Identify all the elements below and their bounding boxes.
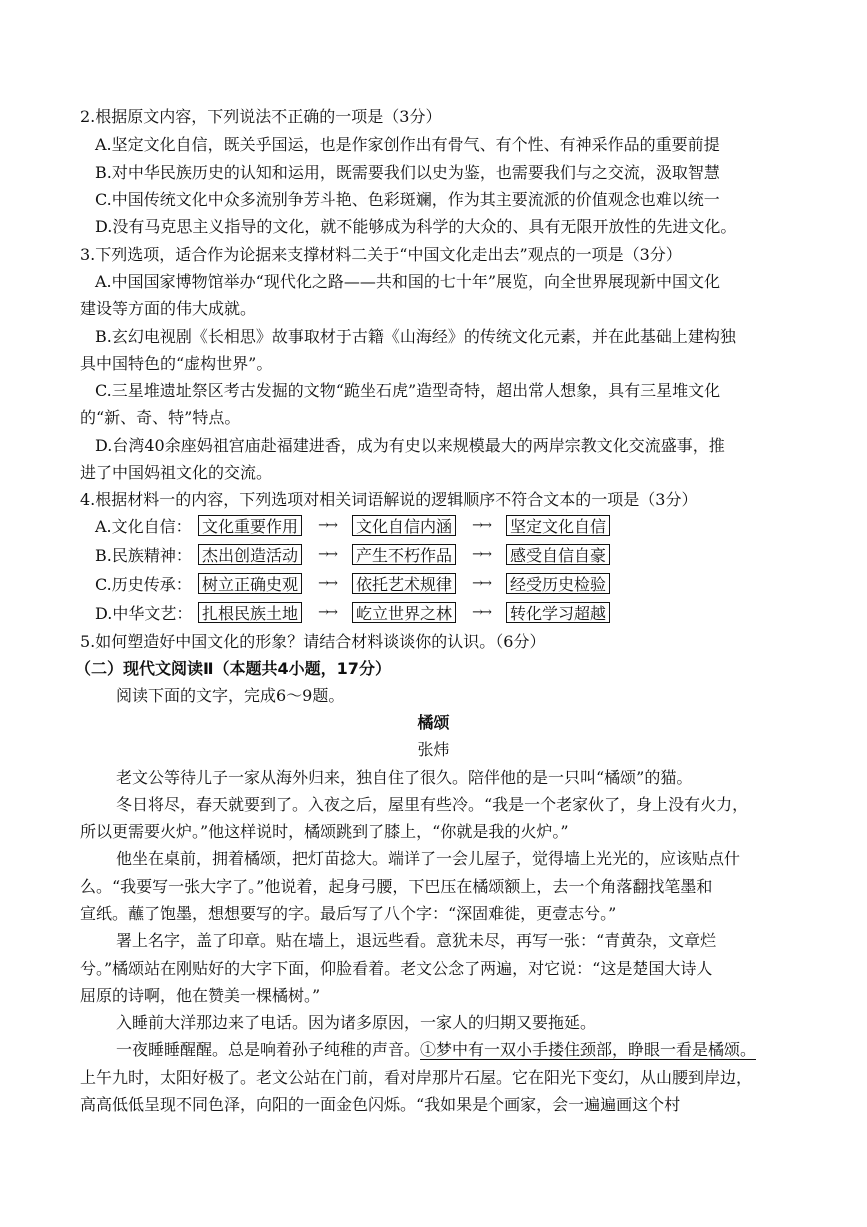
- article-paragraph-line: 入睡前大洋那边来了电话。因为诸多原因，一家人的归期又要拖延。: [116, 1013, 597, 1032]
- q4-box-2: 屹立世界之林: [352, 602, 456, 623]
- q4-option-d: [95, 600, 610, 624]
- q4-box-1: 扎根民族土地: [198, 602, 302, 623]
- arrow-icon: →→: [472, 575, 490, 591]
- article-title: 橘颂: [417, 713, 450, 732]
- q2-option-c: C.中国传统文化中众多流别争芳斗艳、色彩斑斓，作为其主要流派的价值观念也难以统一: [95, 190, 720, 209]
- q4-option-b: [95, 542, 610, 566]
- article-text: 一夜睡睡醒醒。总是响着孙子纯稚的声音。: [116, 1040, 421, 1059]
- q4-option-label: A.文化自信：: [95, 516, 192, 536]
- q3-option-b-line1: B.玄幻电视剧《长相思》故事取材于古籍《山海经》的传统文化元素，并在此基础上建构独: [95, 327, 736, 346]
- q4-box-3: 感受自信自豪: [506, 544, 610, 565]
- q4-box-1: 文化重要作用: [198, 515, 302, 536]
- q4-box-3: 坚定文化自信: [506, 515, 610, 536]
- arrow-icon: →→: [472, 546, 490, 562]
- q3-option-a-line2: 建设等方面的伟大成就。: [80, 299, 257, 318]
- article-paragraph-line: 老文公等待儿子一家从海外归来，独自住了很久。陪伴他的是一只叫“橘颂”的猫。: [116, 768, 693, 787]
- article-paragraph-line: 宣纸。蘸了饱墨，想想要写的字。最后写了八个字：“深固难徙，更壹志兮。”: [80, 904, 617, 923]
- q4-box-3: 转化学习超越: [506, 602, 610, 623]
- q4-box-2: 文化自信内涵: [352, 515, 456, 536]
- q2-stem: 2.根据原文内容，下列说法不正确的一项是（3分）: [80, 107, 442, 126]
- section-instruction: 阅读下面的文字，完成6～9题。: [116, 686, 345, 705]
- q5-stem: 5.如何塑造好中国文化的形象？请结合材料谈谈你的认识。（6分）: [80, 632, 546, 651]
- q4-stem: 4.根据材料一的内容，下列选项对相关词语解说的逻辑顺序不符合文本的一项是（3分）: [80, 490, 698, 509]
- q4-option-c: [95, 571, 610, 595]
- arrow-icon: →→: [318, 604, 336, 620]
- arrow-icon: →→: [318, 546, 336, 562]
- article-paragraph-line: [116, 1040, 756, 1060]
- article-paragraph-line: 冬日将尽，春天就要到了。入夜之后，屋里有些冷。“我是一个老家伙了，身上没有火力，: [116, 795, 749, 814]
- article-paragraph-line: 所以更需要火炉。”他这样说时，橘颂跳到了膝上，“你就是我的火炉。”: [80, 822, 569, 841]
- q4-box-3: 经受历史检验: [506, 573, 610, 594]
- section-heading: （二）现代文阅读Ⅱ（本题共4小题，17分）: [75, 659, 391, 678]
- q3-option-d-line1: D.台湾40余座妈祖宫庙赴福建进香，成为有史以来规模最大的两岸宗教文化交流盛事，推: [95, 436, 725, 455]
- arrow-icon: →→: [318, 575, 336, 591]
- arrow-icon: →→: [318, 517, 336, 533]
- article-paragraph-line: 上午九时，太阳好极了。老文公站在门前，看对岸那片石屋。它在阳光下变幻，从山腰到岸边，: [80, 1068, 753, 1087]
- article-paragraph-line: 屈原的诗啊，他在赞美一棵橘树。”: [80, 986, 321, 1005]
- q4-box-1: 杰出创造活动: [198, 544, 302, 565]
- q4-option-a: [95, 513, 610, 537]
- q4-option-label: D.中华文艺：: [95, 603, 193, 623]
- article-paragraph-line: 么。“我要写一张大字了。”他说着，起身弓腰，下巴压在橘颂额上，去一个角落翻找笔墨和: [80, 877, 713, 896]
- arrow-icon: →→: [472, 517, 490, 533]
- q2-option-a: A.坚定文化自信，既关乎国运，也是作家创作出有骨气、有个性、有神采作品的重要前提: [95, 135, 720, 154]
- q3-option-d-line2: 进了中国妈祖文化的交流。: [80, 463, 273, 482]
- q4-box-2: 依托艺术规律: [352, 573, 456, 594]
- q4-option-label: C.历史传承：: [95, 574, 192, 594]
- article-author: 张炜: [417, 740, 450, 759]
- arrow-icon: →→: [472, 604, 490, 620]
- q4-option-label: B.民族精神：: [95, 545, 192, 565]
- article-paragraph-line: 高高低低呈现不同色泽，向阳的一面金色闪烁。“我如果是个画家，会一遍遍画这个村: [80, 1095, 681, 1114]
- q3-option-a-line1: A.中国国家博物馆举办“现代化之路——共和国的七十年”展览，向全世界展现新中国文化: [95, 272, 721, 291]
- q4-box-2: 产生不朽作品: [352, 544, 456, 565]
- q3-option-c-line1: C.三星堆遗址祭区考古发掘的文物“跪坐石虎”造型奇特，超出常人想象，具有三星堆文化: [95, 381, 721, 400]
- q4-box-1: 树立正确史观: [198, 573, 302, 594]
- q2-option-d: D.没有马克思主义指导的文化，就不能够成为科学的大众的、具有无限开放性的先进文化。: [95, 217, 737, 236]
- q3-option-b-line2: 具中国特色的“虚构世界”。: [80, 354, 273, 373]
- article-paragraph-line: 他坐在桌前，拥着橘颂，把灯苗捻大。端详了一会儿屋子，觉得墙上光光的，应该贴点什: [116, 849, 741, 868]
- q3-option-c-line2: 的“新、奇、特”特点。: [80, 408, 241, 427]
- article-paragraph-line: 署上名字，盖了印章。贴在墙上，退远些看。意犹未尽，再写一张：“青黄杂，文章烂: [116, 931, 717, 950]
- q3-stem: 3.下列选项，适合作为论据来支撑材料二关于“中国文化走出去”观点的一项是（3分）: [80, 245, 682, 264]
- article-paragraph-line: 兮。”橘颂站在刚贴好的大字下面，仰脸看着。老文公念了两遍，对它说：“这是楚国大诗人: [80, 959, 713, 978]
- underlined-sentence-1: ①梦中有一双小手搂住颈部，睁眼一看是橘颂。: [420, 1040, 757, 1059]
- q2-option-b: B.对中华民族历史的认知和运用，既需要我们以史为鉴，也需要我们与之交流，汲取智慧: [95, 163, 720, 182]
